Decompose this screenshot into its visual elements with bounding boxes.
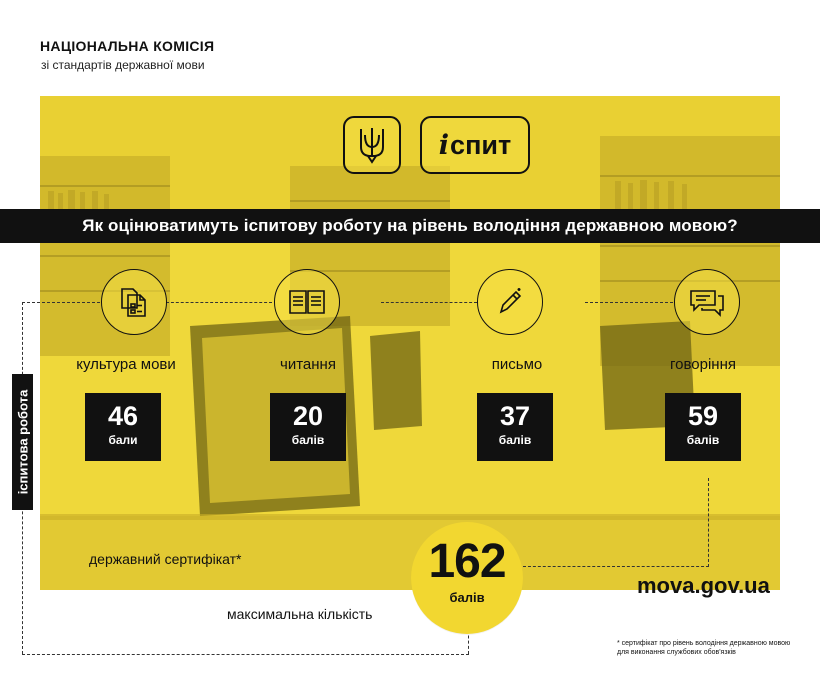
footnote-line: * сертифікат про рівень володіння державною мовою bbox=[617, 640, 791, 647]
score-box bbox=[665, 393, 741, 461]
ispit-logo-text: спит bbox=[450, 129, 512, 160]
connector-line bbox=[22, 654, 469, 655]
footnote-line: для виконання службових обов'язків bbox=[617, 649, 736, 656]
connector-line bbox=[22, 302, 100, 303]
score-box bbox=[85, 393, 161, 461]
side-label-text: іспитова робота bbox=[15, 389, 30, 495]
exam-work-side-label bbox=[12, 374, 33, 510]
score-box bbox=[270, 393, 346, 461]
category-label: говоріння bbox=[670, 356, 736, 373]
library-scene-illustration bbox=[40, 96, 780, 590]
tryzub-icon bbox=[357, 125, 387, 165]
connector-line bbox=[585, 302, 673, 303]
connector-line bbox=[708, 478, 709, 567]
category-label: культура мови bbox=[76, 356, 176, 373]
total-score-value: 162 bbox=[428, 535, 506, 588]
max-points-label: максимальна кількість bbox=[227, 606, 373, 622]
total-score-circle bbox=[411, 522, 523, 634]
score-unit: бали bbox=[108, 433, 138, 447]
documents-icon bbox=[116, 284, 152, 320]
trident-logo bbox=[343, 116, 401, 174]
ispit-logo-prefix: і bbox=[438, 129, 450, 161]
question-banner: Як оцінюватимуть іспитову роботу на рівень володіння державною мовою? bbox=[0, 209, 820, 243]
connector-line bbox=[523, 566, 709, 567]
score-box bbox=[477, 393, 553, 461]
ispit-logo bbox=[420, 116, 530, 174]
organization-header bbox=[40, 38, 214, 72]
category-label: читання bbox=[280, 356, 336, 373]
footnote bbox=[617, 639, 790, 657]
pencil-icon bbox=[492, 284, 528, 320]
certificate-label: державний сертифікат* bbox=[89, 551, 242, 567]
score-value: 59 bbox=[687, 401, 719, 431]
category-icon-circle bbox=[101, 269, 167, 335]
total-score-unit: балів bbox=[449, 590, 485, 605]
speech-bubbles-icon bbox=[687, 285, 727, 319]
book-icon bbox=[287, 286, 327, 318]
score-unit: балів bbox=[686, 433, 720, 447]
category-label: письмо bbox=[491, 356, 543, 373]
score-unit: балів bbox=[498, 433, 532, 447]
category-icon-circle bbox=[674, 269, 740, 335]
score-value: 20 bbox=[292, 401, 324, 431]
score-unit: балів bbox=[291, 433, 325, 447]
org-title: НАЦІОНАЛЬНА КОМІСІЯ bbox=[40, 38, 215, 54]
category-icon-circle bbox=[274, 269, 340, 335]
score-value: 37 bbox=[499, 401, 531, 431]
website-link[interactable]: mova.gov.ua bbox=[637, 573, 770, 598]
score-value: 46 bbox=[107, 401, 139, 431]
category-icon-circle bbox=[477, 269, 543, 335]
connector-line bbox=[166, 302, 272, 303]
connector-line bbox=[381, 302, 477, 303]
org-subtitle: зі стандартів державної мови bbox=[41, 58, 205, 72]
library-background-image bbox=[40, 96, 780, 590]
